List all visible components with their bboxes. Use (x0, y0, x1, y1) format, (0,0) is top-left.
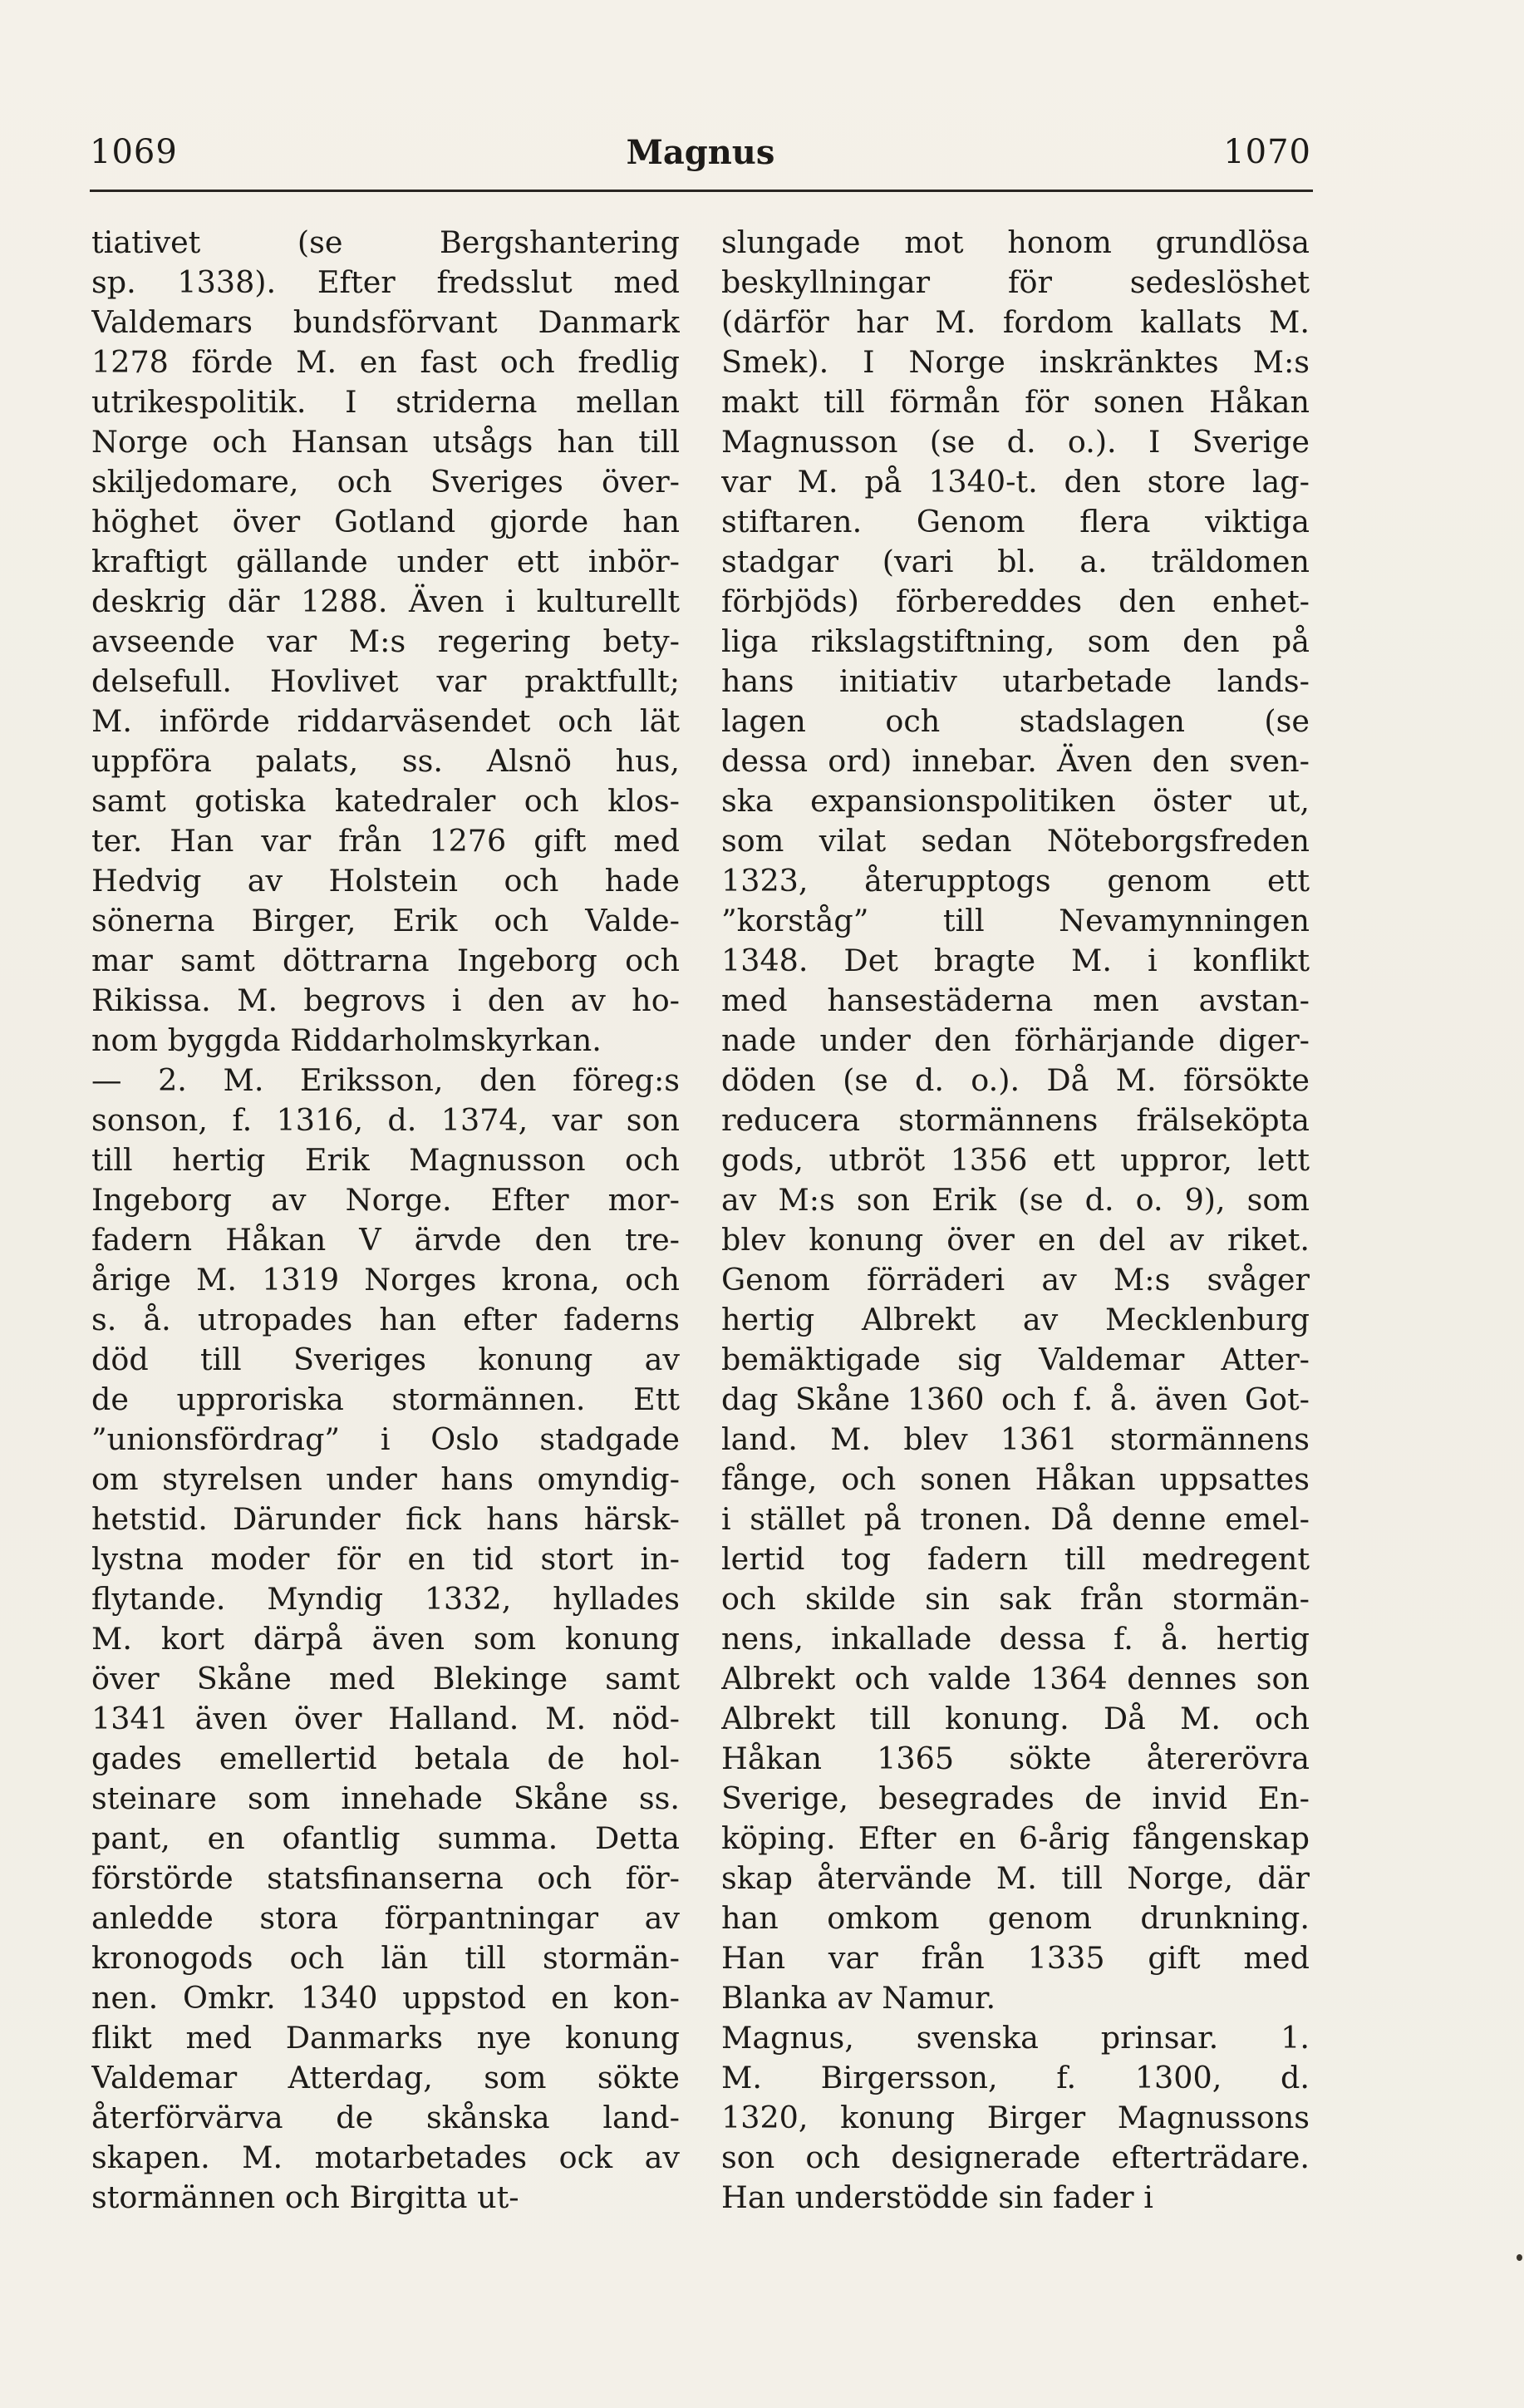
text-line: fadern Håkan V ärvde den tre- (91, 1222, 680, 1258)
text-line: Albrekt och valde 1364 dennes son (721, 1661, 1310, 1696)
text-line: årige M. 1319 Norges krona, och (91, 1262, 680, 1298)
text-line: samt gotiska katedraler och klos- (91, 783, 680, 819)
text-line: 1278 förde M. en fast och fredlig (91, 344, 680, 380)
left-column (91, 223, 680, 2218)
text-line: död till Sveriges konung av (91, 1342, 680, 1377)
text-line: utrikespolitik. I striderna mellan (91, 384, 680, 420)
text-line: Blanka av Namur. (721, 1980, 996, 2016)
text-line: döden (se d. o.). Då M. försökte (721, 1062, 1310, 1098)
text-line: om styrelsen under hans omyndig- (91, 1461, 680, 1497)
text-line: gods, utbröt 1356 ett uppror, lett (721, 1142, 1310, 1178)
text-line: av M:s son Erik (se d. o. 9), som (721, 1182, 1310, 1218)
text-line: skiljedomare, och Sveriges över- (91, 464, 680, 500)
text-line: Rikissa. M. begrovs i den av ho- (91, 982, 680, 1018)
text-line: beskyllningar för sedeslöshet (721, 264, 1310, 300)
text-line: reducera stormännens frälseköpta (721, 1102, 1310, 1138)
text-line: delsefull. Hovlivet var praktfullt; (91, 663, 680, 699)
text-line: som vilat sedan Nöteborgsfreden (721, 823, 1310, 859)
text-line: lagen och stadslagen (se (721, 703, 1310, 739)
text-line: stiftaren. Genom flera viktiga (721, 504, 1310, 539)
text-line: tiativet (se Bergshantering (91, 224, 680, 260)
text-line: köping. Efter en 6-årig fångenskap (721, 1820, 1310, 1856)
text-line: hans initiativ utarbetade lands- (721, 663, 1310, 699)
running-head-title: Magnus (626, 133, 775, 172)
text-line: nens, inkallade dessa f. å. hertig (721, 1621, 1310, 1657)
text-line: flytande. Myndig 1332, hyllades (91, 1581, 680, 1617)
text-line: återförvärva de skånska land- (91, 2100, 680, 2135)
text-line: nen. Omkr. 1340 uppstod en kon- (91, 1980, 680, 2016)
text-line: han omkom genom drunkning. (721, 1900, 1310, 1936)
text-line: sönerna Birger, Erik och Valde- (91, 903, 680, 938)
text-line: s. å. utropades han efter faderns (91, 1302, 680, 1337)
text-line: skapen. M. motarbetades ock av (91, 2140, 680, 2175)
text-line: Valdemar Atterdag, som sökte (91, 2060, 680, 2095)
text-line: Genom förräderi av M:s svåger (721, 1262, 1310, 1298)
text-line: nom byggda Riddarholmskyrkan. (91, 1022, 602, 1058)
text-line: slungade mot honom grundlösa (721, 224, 1310, 260)
text-line: M. kort därpå även som konung (91, 1621, 680, 1657)
text-line: stormännen och Birgitta ut- (91, 2179, 519, 2215)
text-line: sonson, f. 1316, d. 1374, var son (91, 1102, 680, 1138)
text-line: fånge, och sonen Håkan uppsattes (721, 1461, 1310, 1497)
text-line: Magnus, svenska prinsar. 1. (721, 2020, 1310, 2056)
text-line: hertig Albrekt av Mecklenburg (721, 1302, 1310, 1337)
text-line: M. Birgersson, f. 1300, d. (721, 2060, 1310, 2095)
text-line: i stället på tronen. Då denne emel- (721, 1501, 1310, 1537)
text-line: blev konung över en del av riket. (721, 1222, 1310, 1258)
text-line: uppföra palats, ss. Alsnö hus, (91, 743, 680, 779)
text-line: skap återvände M. till Norge, där (721, 1860, 1310, 1896)
page-number-left: 1069 (90, 133, 178, 171)
page-number-right: 1070 (1223, 133, 1311, 171)
text-line: nade under den förhärjande diger- (721, 1022, 1310, 1058)
text-line: ”unionsfördrag” i Oslo stadgade (91, 1421, 680, 1457)
text-line: kronogods och län till stormän- (91, 1940, 680, 1976)
text-line: dag Skåne 1360 och f. å. även Got- (721, 1381, 1310, 1417)
text-line: Han understödde sin fader i (721, 2179, 1153, 2215)
text-line: deskrig där 1288. Även i kulturellt (91, 584, 680, 619)
text-line: son och designerade efterträdare. (721, 2140, 1310, 2175)
text-line: förstörde statsfinanserna och för- (91, 1860, 680, 1896)
text-line: 1323, återupptogs genom ett (721, 863, 1310, 899)
text-line: avseende var M:s regering bety- (91, 623, 680, 659)
text-line: mar samt döttrarna Ingeborg och (91, 943, 680, 978)
text-line: lystna moder för en tid stort in- (91, 1541, 680, 1577)
text-line: steinare som innehade Skåne ss. (91, 1780, 680, 1816)
right-column (721, 223, 1310, 2218)
header-rule (90, 190, 1313, 192)
text-line: Håkan 1365 sökte återerövra (721, 1741, 1310, 1776)
text-line: var M. på 1340-t. den store lag- (721, 464, 1310, 500)
text-line: Smek). I Norge inskränktes M:s (721, 344, 1310, 380)
text-line: stadgar (vari bl. a. träldomen (721, 544, 1310, 579)
text-line: till hertig Erik Magnusson och (91, 1142, 680, 1178)
text-line: pant, en ofantlig summa. Detta (91, 1820, 680, 1856)
text-line: gades emellertid betala de hol- (91, 1741, 680, 1776)
ink-speck (1517, 2254, 1522, 2261)
text-line: Albrekt till konung. Då M. och (721, 1701, 1310, 1736)
text-line: ”korståg” till Nevamynningen (721, 903, 1310, 938)
text-line: anledde stora förpantningar av (91, 1900, 680, 1936)
text-line: Valdemars bundsförvant Danmark (91, 304, 680, 340)
text-line: M. införde riddarväsendet och lät (91, 703, 680, 739)
text-line: Norge och Hansan utsågs han till (91, 424, 680, 460)
text-line: och skilde sin sak från stormän- (721, 1581, 1310, 1617)
text-line: de upproriska stormännen. Ett (91, 1381, 680, 1417)
text-line: makt till förmån för sonen Håkan (721, 384, 1310, 420)
text-line: bemäktigade sig Valdemar Atter- (721, 1342, 1310, 1377)
text-line: förbjöds) förbereddes den enhet- (721, 584, 1310, 619)
text-line: ter. Han var från 1276 gift med (91, 823, 680, 859)
text-line: Han var från 1335 gift med (721, 1940, 1310, 1976)
text-line: Ingeborg av Norge. Efter mor- (91, 1182, 680, 1218)
text-line: land. M. blev 1361 stormännens (721, 1421, 1310, 1457)
text-line: lertid tog fadern till medregent (721, 1541, 1310, 1577)
text-line: hetstid. Därunder fick hans härsk- (91, 1501, 680, 1537)
text-line: liga rikslagstiftning, som den på (721, 623, 1310, 659)
text-line: 1341 även över Halland. M. nöd- (91, 1701, 680, 1736)
text-line: över Skåne med Blekinge samt (91, 1661, 680, 1696)
text-line: dessa ord) innebar. Även den sven- (721, 743, 1310, 779)
text-line: kraftigt gällande under ett inbör- (91, 544, 680, 579)
text-line: ska expansionspolitiken öster ut, (721, 783, 1310, 819)
text-line: (därför har M. fordom kallats M. (721, 304, 1310, 340)
text-line: — 2. M. Eriksson, den föreg:s (91, 1062, 680, 1098)
text-line: flikt med Danmarks nye konung (91, 2020, 680, 2056)
text-line: Magnusson (se d. o.). I Sverige (721, 424, 1310, 460)
text-line: sp. 1338). Efter fredsslut med (91, 264, 680, 300)
text-line: Hedvig av Holstein och hade (91, 863, 680, 899)
text-line: Sverige, besegrades de invid En- (721, 1780, 1310, 1816)
text-line: höghet över Gotland gjorde han (91, 504, 680, 539)
text-line: med hansestäderna men avstan- (721, 982, 1310, 1018)
text-line: 1320, konung Birger Magnussons (721, 2100, 1310, 2135)
page-header (90, 133, 1311, 183)
text-line: 1348. Det bragte M. i konflikt (721, 943, 1310, 978)
